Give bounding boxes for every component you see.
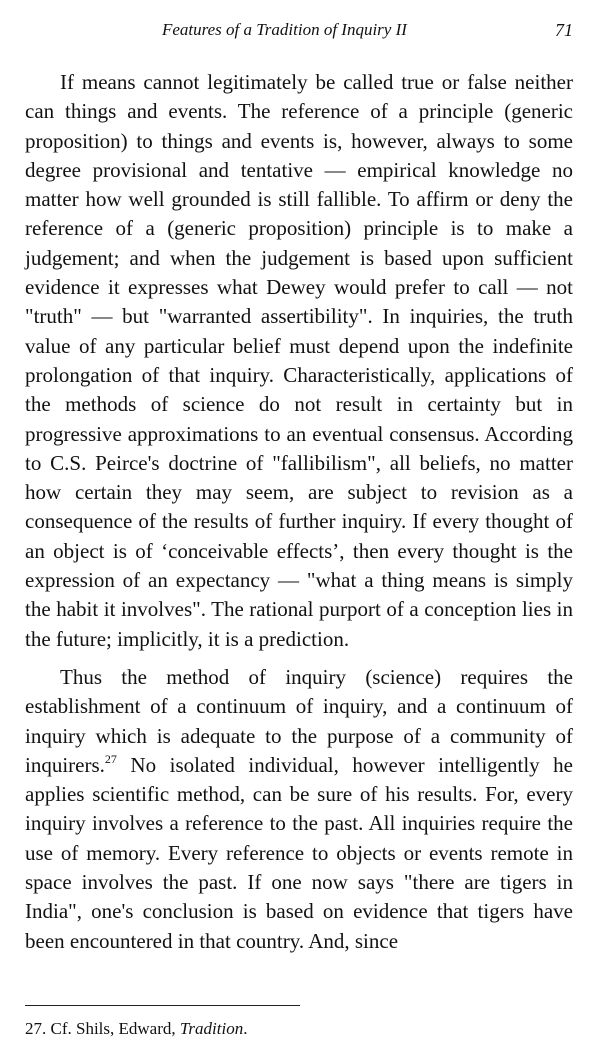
running-head-title: Features of a Tradition of Inquiry II: [162, 20, 407, 39]
running-head: [25, 20, 573, 46]
page-number: 71: [555, 20, 573, 40]
paragraph-2: [25, 663, 573, 956]
footnote-rule: [25, 1005, 300, 1006]
paragraph-1: If means cannot legitimately be called true or false neither can things and events. The reference of a principle (generic proposition) to things and events is, however, always to some degree provisional and tentative — empirical knowledge no matter how well grounded is still fallible. To affirm or deny the reference of a (generic proposition) principle is to make a judgement; and when the judgement is based upon sufficient evidence it expresses what Dewey would prefer to call — not "truth" — but "warranted assertibility". In inquiries, the truth value of any particular belief must depend upon the indefinite prolongation of that inquiry. Characteristically, applications of the methods of science do not result in certainty but in progressive approximations to an eventual consensus. According to C.S. Peirce's doctrine of "fallibilism", all beliefs, no matter how certain they may seem, are subject to revision as a consequence of the results of further inquiry. If every thought of an object is of ‘conceivable effects’, then every thought is the expression of an expectancy — "what a thing means is simply the habit it involves". The rational purport of a conception lies in the future; implicitly, it is a prediction.: [25, 70, 573, 651]
footnote-end: .: [243, 1019, 248, 1038]
footnote: [25, 1018, 247, 1040]
footnote-reference: 27: [104, 751, 117, 766]
footnote-work-title: Tradition: [179, 1019, 244, 1038]
paragraph-2-text-after-note: No isolated individual, however intelligently he applies scientific method, can be sure of his results. For, every inquiry involves a reference to the past. All inquiries require the use of memory. Every reference to objects or events remote in space involves the past. If one now says "there are tigers in India", one's conclusion is based on evidence that tigers have been encountered in that country. And, since: [25, 752, 573, 953]
paragraph-2-text-before-note: Thus the method of inquiry (science) requires the establishment of a continuum of inquiry, and a continuum of inquiry which is adequate to the purpose of a community of inquirers.: [25, 664, 573, 777]
body-text: [25, 68, 573, 956]
footnote-citation: 27. Cf. Shils, Edward,: [25, 1019, 180, 1038]
